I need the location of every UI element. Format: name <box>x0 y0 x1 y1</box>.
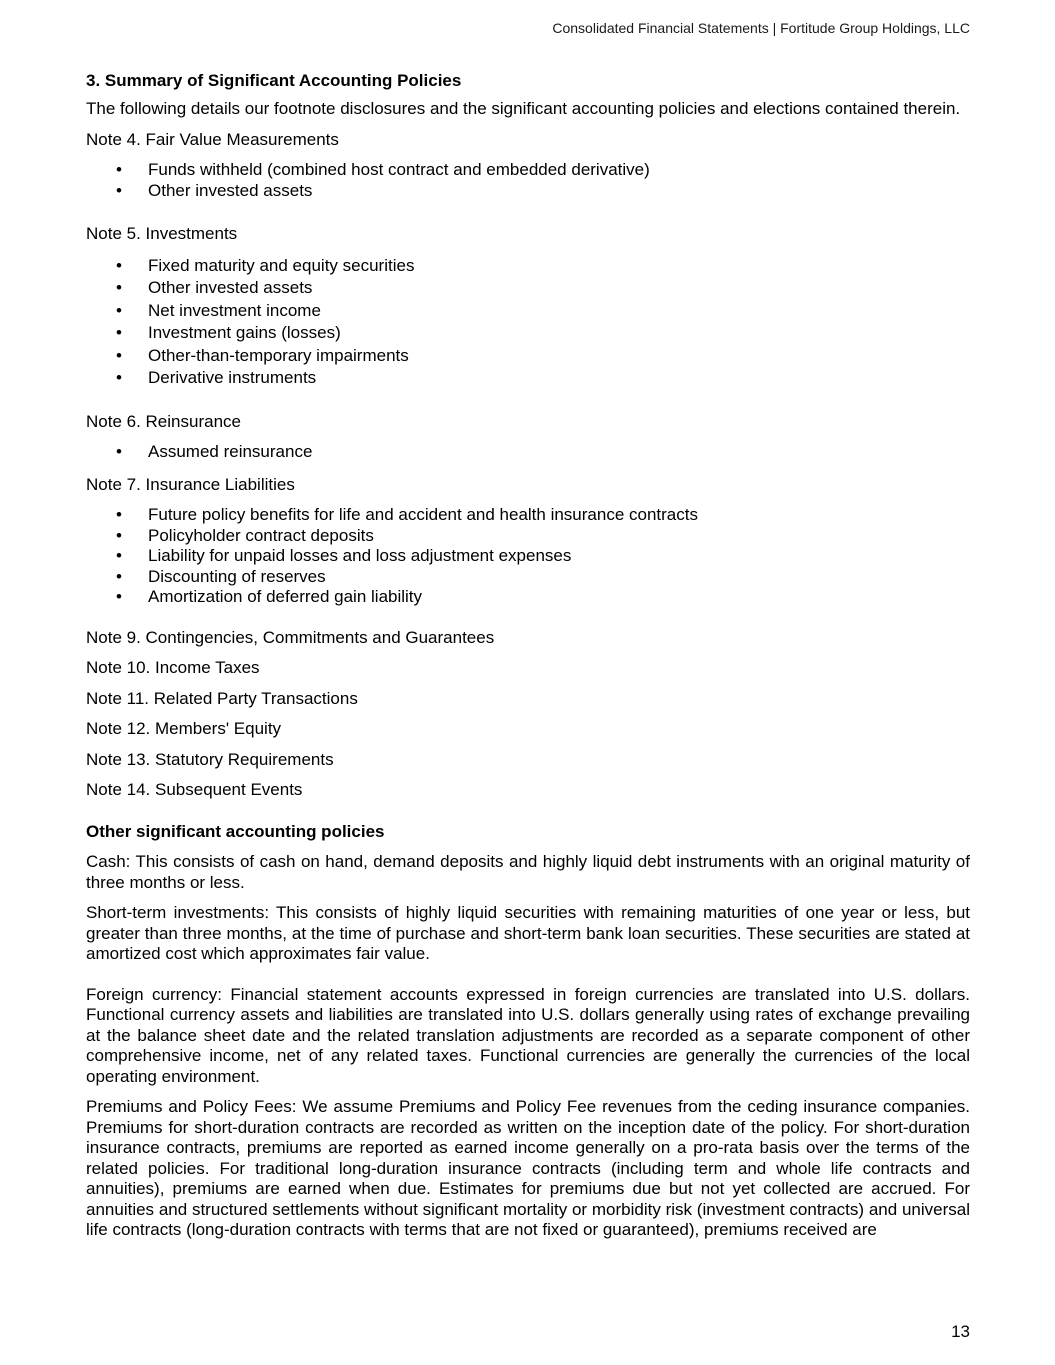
section-heading: 3. Summary of Significant Accounting Policies <box>86 71 462 90</box>
bullet-icon: • <box>116 566 122 586</box>
policy-cash: Cash: This consists of cash on hand, demand deposits and highly liquid debt instruments with an original maturity of three months or less. <box>86 852 970 892</box>
note-6-list <box>86 442 970 463</box>
bullet-icon: • <box>116 368 122 387</box>
list-item: • Fixed maturity and equity securities <box>86 255 970 278</box>
list-item: • Funds withheld (combined host contract and embedded derivative) <box>116 160 650 179</box>
note-5-list <box>86 255 970 390</box>
page-number: 13 <box>951 1322 970 1341</box>
list-item: • Other-than-temporary impairments <box>86 345 970 368</box>
note-7-title: Note 7. Insurance Liabilities <box>86 474 295 494</box>
document-body <box>86 70 970 1251</box>
list-item: • Liability for unpaid losses and loss adjustment expenses <box>116 546 572 565</box>
running-header: Consolidated Financial Statements | Fortitude Group Holdings, LLC <box>552 20 970 36</box>
bullet-icon: • <box>116 278 122 297</box>
note-14-title: Note 14. Subsequent Events <box>86 780 303 799</box>
note-13-title: Note 13. Statutory Requirements <box>86 749 334 769</box>
bullet-icon: • <box>116 345 122 365</box>
bullet-icon: • <box>116 180 122 200</box>
list-item: • Discounting of reserves <box>116 566 326 586</box>
note-11-title: Note 11. Related Party Transactions <box>86 688 358 708</box>
note-12-title: Note 12. Members' Equity <box>86 719 282 738</box>
list-item: • Other invested assets <box>86 277 970 300</box>
note-10-title: Note 10. Income Taxes <box>86 658 260 677</box>
list-item: • Investment gains (losses) <box>86 322 970 345</box>
bullet-icon: • <box>116 587 122 606</box>
bullet-icon: • <box>116 505 122 524</box>
list-item: • Amortization of deferred gain liability <box>116 587 423 606</box>
bullet-icon: • <box>116 255 122 275</box>
bullet-icon: • <box>116 160 122 179</box>
list-item: • Policyholder contract deposits <box>116 525 374 545</box>
list-item: • Net investment income <box>86 300 970 323</box>
bullet-icon: • <box>116 323 122 342</box>
note-5-title: Note 5. Investments <box>86 224 238 243</box>
list-item: • Future policy benefits for life and accident and health insurance contracts <box>116 505 698 524</box>
list-item: • Other invested assets <box>116 180 313 200</box>
list-item: • Derivative instruments <box>86 367 970 390</box>
note-6-title: Note 6. Reinsurance <box>86 411 241 431</box>
bullet-icon: • <box>116 546 122 565</box>
bullet-icon: • <box>116 442 122 461</box>
note-4-title: Note 4. Fair Value Measurements <box>86 129 339 149</box>
policy-foreign-currency: Foreign currency: Financial statement accounts expressed in foreign currencies are translated into U.S. dollars. Functional currency assets and liabilities are translated into U.S. dollars generally using rates of exchange prevailing at the balance sheet date and the related translation adjustments are recorded as a separate component of other comprehensive income, net of any related taxes. Functional currencies are generally the currencies of the local operating environment. <box>86 984 970 1086</box>
policy-short-term-investments: Short-term investments: This consists of highly liquid securities with remaining maturities of one year or less, but greater than three months, at the time of purchase and short-term bank loan securities. These securities are stated at amortized cost which approximates fair value. <box>86 903 970 963</box>
other-policies-heading: Other significant accounting policies <box>86 821 385 841</box>
list-item: • Assumed reinsurance <box>116 442 313 461</box>
note-9-title: Note 9. Contingencies, Commitments and Guarantees <box>86 627 495 647</box>
bullet-icon: • <box>116 525 122 545</box>
policy-premiums-and-fees: Premiums and Policy Fees: We assume Premiums and Policy Fee revenues from the ceding insurance companies. Premiums for short-duration contracts are recorded as written on the inception date of the policy. For short-duration insurance contracts, premiums are reported as earned income generally on a pro-rata basis over the terms of the related policies. For traditional long-duration insurance contracts (including term and whole life contracts and annuities), premiums are earned when due. Estimates for premiums due but not yet collected are accrued. For annuities and structured settlements without significant mortality or morbidity risk (investment contracts) and universal life contracts (long-duration contracts with terms that are not fixed or guaranteed), premiums received are <box>86 1097 970 1239</box>
note-4-list <box>86 160 970 201</box>
note-7-list <box>86 505 970 608</box>
section-intro: The following details our footnote disclosures and the significant accounting policies and elections contained therein. <box>86 99 961 118</box>
bullet-icon: • <box>116 300 122 320</box>
